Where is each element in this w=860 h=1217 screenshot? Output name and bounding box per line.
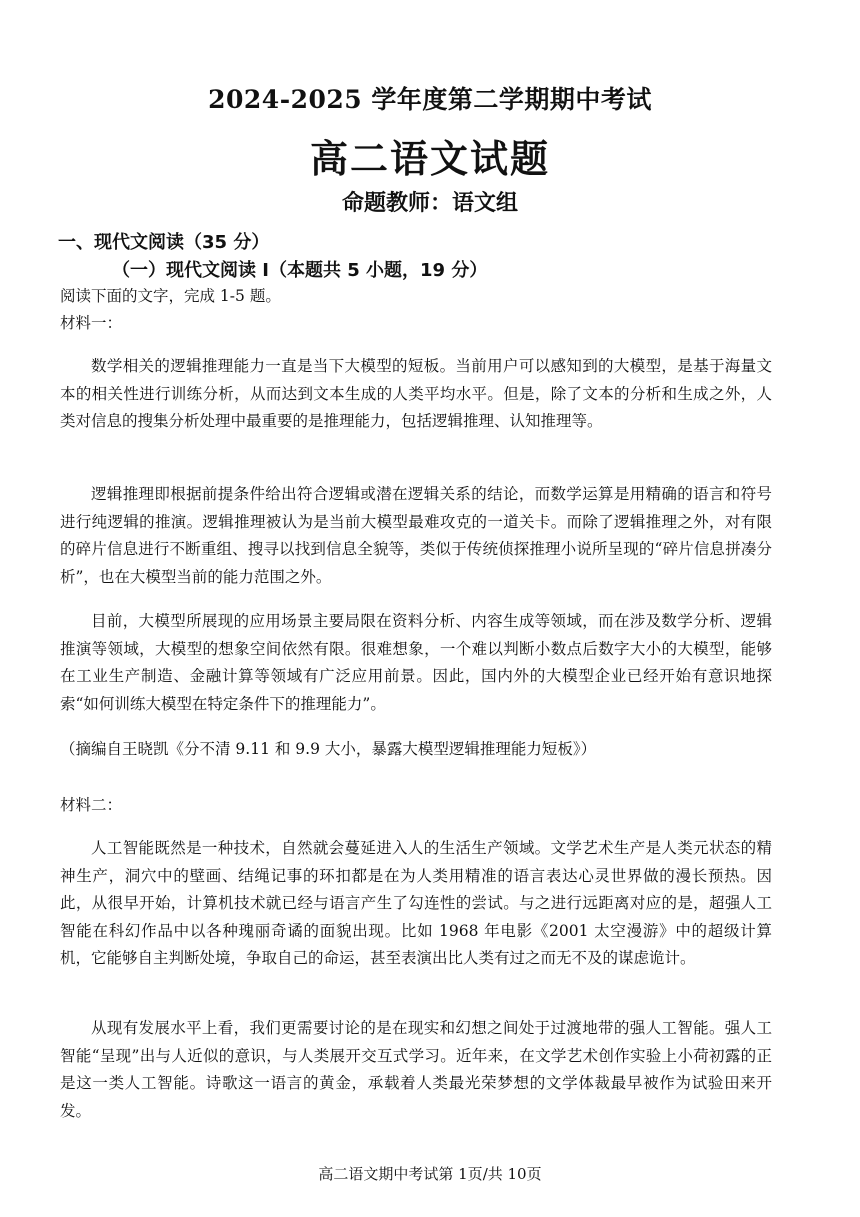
citation: （摘编自王晓凯《分不清 9.11 和 9.9 大小，暴露大模型逻辑推理能力短板》） — [60, 740, 597, 758]
section-heading: 一、现代文阅读（35 分） — [58, 232, 270, 253]
paragraph: 数学相关的逻辑推理能力一直是当下大模型的短板。当前用户可以感知到的大模型，是基于海量文本的相关性进行训练分析，从而达到文本生成的人类平均水平。但是，除了文本的分析和生成之外，人类对信息的搜集分析处理中最重要的是推理能力，包括逻辑推理、认知推理等。 — [60, 357, 772, 430]
exam-title: 2024-2025 学年度第二学期期中考试 — [208, 85, 652, 114]
page-footer: 高二语文期中考试第 1页/共 10页 — [318, 1165, 542, 1183]
sub-heading: （一）现代文阅读 I（本题共 5 小题，19 分） — [112, 260, 488, 281]
paragraph: 人工智能既然是一种技术，自然就会蔓延进入人的生活生产领域。文学艺术生产是人类元状态的精神生产，洞穴中的壁画、结绳记事的环扣都是在为人类用精准的语言表达心灵世界做的漫长预热。因此，从很早开始，计算机技术就已经与语言产生了勾连性的尝试。与之进行远距离对应的是，超强人工智能在科幻作品中以各种瑰丽奇谲的面貌出现。比如 1968 年电影《2001 太空漫游》中的超级计算机，它能够自主判断处境，争取自己的命运，甚至表演出比人类有过之而无不及的谋虑诡计。 — [60, 839, 772, 967]
instruction-text: 阅读下面的文字，完成 1-5 题。 — [60, 287, 281, 305]
material-two-label: 材料二： — [60, 796, 123, 814]
page-title: 高二语文试题 — [309, 137, 550, 181]
author-line: 命题教师：语文组 — [341, 191, 518, 216]
paragraph: 逻辑推理即根据前提条件给出符合逻辑或潜在逻辑关系的结论，而数学运算是用精确的语言和符号进行纯逻辑的推演。逻辑推理被认为是当前大模型最难攻克的一道关卡。而除了逻辑推理之外，对有限的碎片信息进行不断重组、搜寻以找到信息全貌等，类似于传统侦探推理小说所呈现的“碎片信息拼凑分析”，也在大模型当前的能力范围之外。 — [60, 485, 772, 586]
material-one-label: 材料一： — [60, 314, 123, 332]
paragraph: 目前，大模型所展现的应用场景主要局限在资料分析、内容生成等领域，而在涉及数学分析、逻辑推演等领域，大模型的想象空间依然有限。很难想象，一个难以判断小数点后数字大小的大模型，能够在工业生产制造、金融计算等领域有广泛应用前景。因此，国内外的大模型企业已经开始有意识地探索“如何训练大模型在特定条件下的推理能力”。 — [60, 612, 772, 713]
paragraph: 从现有发展水平上看，我们更需要讨论的是在现实和幻想之间处于过渡地带的强人工智能。强人工智能“呈现”出与人近似的意识，与人类展开交互式学习。近年来，在文学艺术创作实验上小荷初露的正是这一类人工智能。诗歌这一语言的黄金，承载着人类最光荣梦想的文学体裁最早被作为试验田来开发。 — [60, 1019, 772, 1120]
